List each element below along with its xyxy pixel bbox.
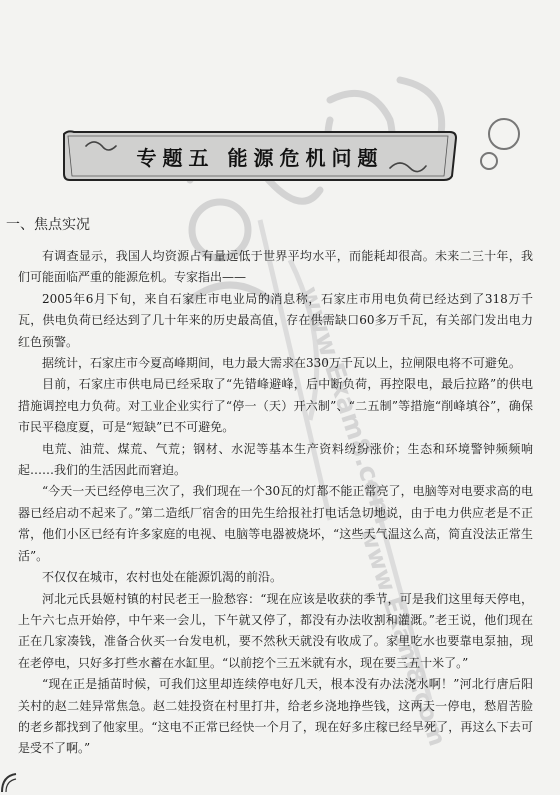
decorative-circle-small: [480, 152, 498, 170]
paragraph: 电荒、油荒、煤荒、气荒；钢材、水泥等基本生产资料纷纷涨价；生态和环境警钟频频响起……我们的生活因此而窘迫。: [18, 441, 533, 478]
paragraph: 目前，石家庄市供电局已经采取了“先错峰避峰，后中断负荷，再控限电，最后拉路”的供电措施调控电力负荷。对工业企业实行了“停一（天）开六制”、“二五制”等措施“削峰填谷”，确保市民平稳度夏，可是“短缺”已不可避免。: [18, 377, 533, 435]
decorative-circle-large: [488, 118, 520, 150]
paragraph: 河北元氏县姬村镇的村民老王一脸愁容：“现在应该是收获的季节，可是我们这里每天停电，上午六七点开始停，中午来一会儿，下午就又停了，都没有办法收割和灌溉。”老王说，他们现在正在几家凑钱，准备合伙买一台发电机，要不然秋天就没有收成了。家里吃水也要靠电泵抽，现在老停电，只好多打些水蓄在水缸里。“以前挖个三五米就有水，现在要三五十米了。”: [18, 591, 533, 670]
paragraph: 不仅仅在城市，农村也处在能源饥渴的前沿。: [42, 570, 283, 585]
section-heading: 一、焦点实况: [6, 217, 90, 233]
article-body: [18, 246, 533, 760]
paragraph: 据统计，石家庄市今夏高峰期间，电力最大需求在330万千瓦以上，拉闸限电将不可避免。: [42, 356, 521, 371]
svg-text:www.Exam8.com: www.Exam8.com: [293, 282, 399, 528]
paragraph: “现在正是插苗时候，可我们这里却连续停电好几天，根本没有办法浇水啊！”河北行唐后阳关村的赵二娃异常焦急。赵二娃投资在村里打井，给老乡浇地挣些钱，这两天一停电，愁眉苦脸的老乡都找到了他家里。“这电不正常已经快一个月了，现在好多庄稼已经旱死了，再这么下去可是受不了啊。”: [18, 677, 533, 756]
paragraph: 有调查显示，我国人均资源占有量远低于世界平均水平，而能耗却很高。未来二三十年，我们可能面临严重的能源危机。专家指出——: [18, 249, 533, 285]
page-corner-ornament: [0, 772, 18, 794]
page-title: 专题五 能源危机问题: [136, 146, 384, 170]
topic-title-banner: [60, 128, 460, 182]
paragraph: “今天一天已经停电三次了，我们现在一个30瓦的灯都不能正常亮了，电脑等对电要求高的电器已经启动不起来了。”第二造纸厂宿舍的田先生给报社打电话急切地说，由于电力供应老是不正常，他们小区已经有许多家庭的电视、电脑等电器被烧坏，“这些天气温这么高，简直没法正常生活”。: [18, 484, 533, 563]
paragraph: 2005年6月下旬，来自石家庄市电业局的消息称，石家庄市用电负荷已经达到了318万千瓦，供电负荷已经达到了几十年来的历史最高值，存在供需缺口60多万千瓦，有关部门发出电力红色预警。: [18, 291, 533, 349]
svg-text:www.Exam8.com: www.Exam8.com: [354, 523, 452, 750]
